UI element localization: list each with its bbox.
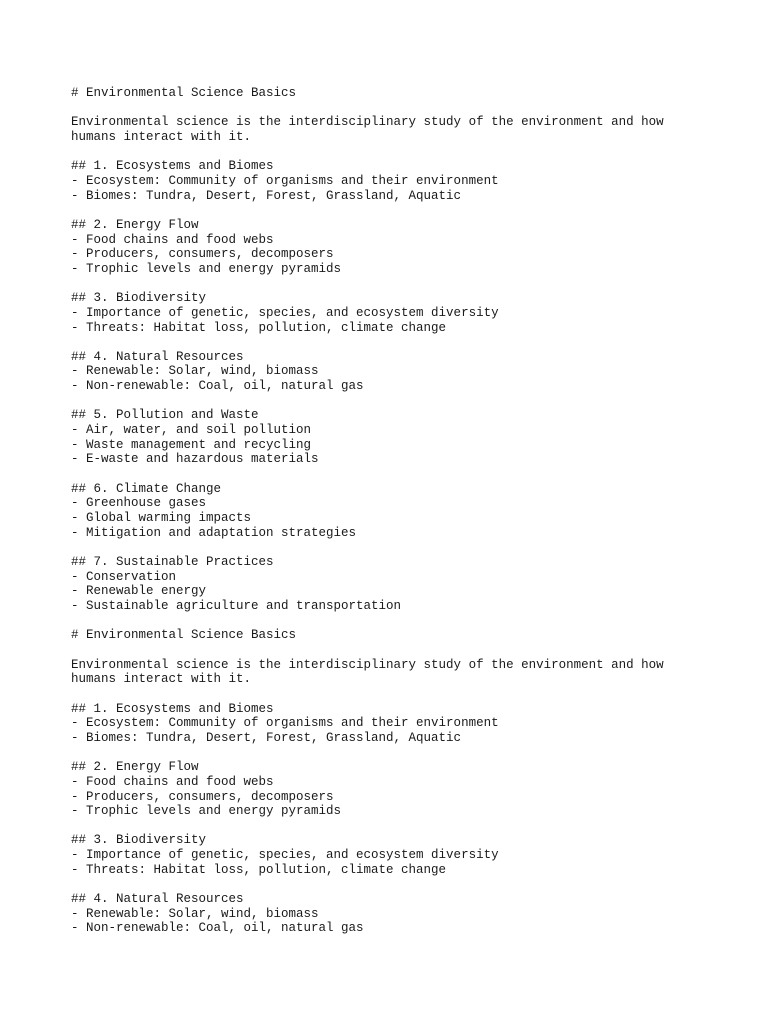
- blank-line: [71, 877, 751, 892]
- document-title: # Environmental Science Basics: [71, 628, 297, 643]
- list-item: - Producers, consumers, decomposers: [71, 789, 334, 804]
- section-heading: ## 5. Pollution and Waste: [71, 408, 259, 423]
- section-heading: ## 7. Sustainable Practices: [71, 555, 274, 569]
- list-item: - Threats: Habitat loss, pollution, climate change: [71, 320, 447, 335]
- blank-line: [71, 101, 751, 116]
- list-item: - Mitigation and adaptation strategies: [71, 525, 357, 540]
- list-item: - Global warming impacts: [71, 511, 252, 526]
- list-item: - Conservation: [71, 569, 177, 584]
- list-item: - Trophic levels and energy pyramids: [71, 804, 342, 819]
- list-item: - Biomes: Tundra, Desert, Forest, Grassland, Aquatic: [71, 730, 462, 745]
- list-item: - Renewable: Solar, wind, biomass: [71, 364, 319, 379]
- paragraph-line: humans interact with it.: [71, 129, 252, 144]
- blank-line: [71, 643, 751, 658]
- list-item: - Non-renewable: Coal, oil, natural gas: [71, 921, 364, 936]
- document-page: [71, 86, 751, 936]
- list-item: - Ecosystem: Community of organisms and their environment: [71, 173, 499, 188]
- blank-line: [71, 746, 751, 761]
- list-item: - Air, water, and soil pollution: [71, 423, 312, 438]
- list-item: - Non-renewable: Coal, oil, natural gas: [71, 379, 364, 394]
- list-item: - Importance of genetic, species, and ecosystem diversity: [71, 305, 499, 320]
- list-item: - Sustainable agriculture and transportation: [71, 598, 402, 613]
- blank-line: [71, 277, 751, 292]
- list-item: - Ecosystem: Community of organisms and their environment: [71, 716, 499, 731]
- list-item: - Food chains and food webs: [71, 232, 274, 247]
- paragraph-line: Environmental science is the interdisciplinary study of the environment and how: [71, 115, 664, 130]
- section-heading: ## 2. Energy Flow: [71, 760, 199, 775]
- blank-line: [71, 819, 751, 834]
- list-item: - Food chains and food webs: [71, 774, 274, 789]
- list-item: - E-waste and hazardous materials: [71, 452, 319, 467]
- section-heading: ## 3. Biodiversity: [71, 291, 207, 306]
- paragraph-line: humans interact with it.: [71, 672, 252, 687]
- section-heading: ## 4. Natural Resources: [71, 349, 244, 364]
- list-item: - Greenhouse gases: [71, 496, 207, 511]
- section-heading: ## 4. Natural Resources: [71, 892, 244, 907]
- blank-line: [71, 687, 751, 702]
- blank-line: [71, 203, 751, 218]
- list-item: - Importance of genetic, species, and ecosystem diversity: [71, 848, 499, 863]
- list-item: - Threats: Habitat loss, pollution, climate change: [71, 862, 447, 877]
- section-heading: ## 1. Ecosystems and Biomes: [71, 159, 274, 174]
- section-heading: ## 1. Ecosystems and Biomes: [71, 701, 274, 716]
- section-heading: ## 2. Energy Flow: [71, 217, 199, 232]
- list-item: - Biomes: Tundra, Desert, Forest, Grassland, Aquatic: [71, 188, 462, 203]
- blank-line: [71, 335, 751, 350]
- list-item: - Renewable energy: [71, 584, 207, 599]
- paragraph-line: Environmental science is the interdisciplinary study of the environment and how: [71, 657, 664, 672]
- list-item: - Waste management and recycling: [71, 437, 312, 452]
- list-item: - Renewable: Solar, wind, biomass: [71, 906, 319, 921]
- blank-line: [71, 467, 751, 482]
- blank-line: [71, 145, 751, 160]
- blank-line: [71, 614, 751, 629]
- blank-line: [71, 540, 751, 555]
- document-title: # Environmental Science Basics: [71, 86, 297, 100]
- list-item: - Producers, consumers, decomposers: [71, 247, 334, 262]
- section-heading: ## 6. Climate Change: [71, 481, 222, 496]
- section-heading: ## 3. Biodiversity: [71, 833, 207, 848]
- list-item: - Trophic levels and energy pyramids: [71, 261, 342, 276]
- blank-line: [71, 394, 751, 409]
